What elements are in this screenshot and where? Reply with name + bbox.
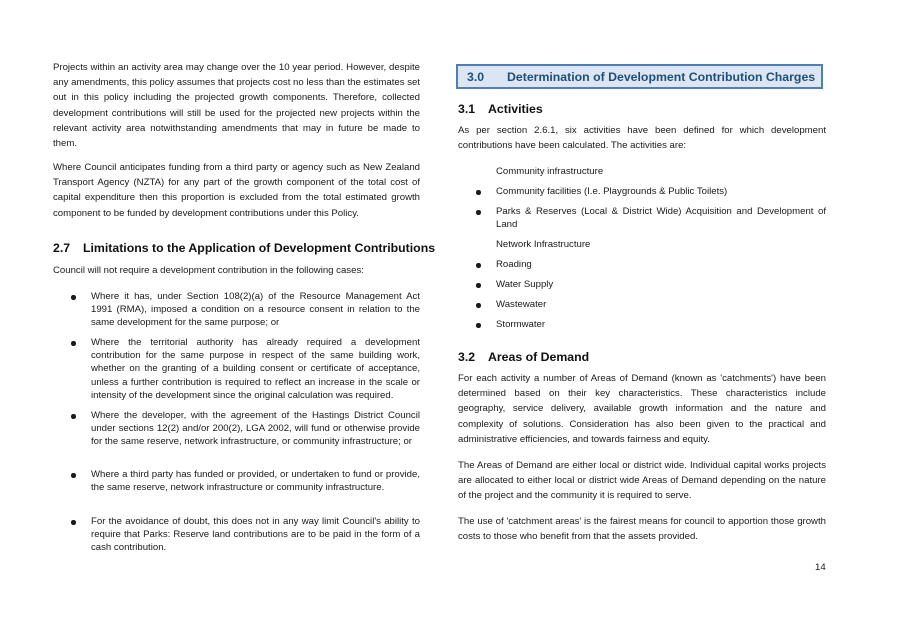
list-item-text: Water Supply bbox=[496, 279, 554, 290]
paragraph-third-party: Where Council anticipates funding from a third party or agency such as New Zealand Transport Agency (NZTA) for any part of the growth component of the total cost of capital expenditure then this proportion is excluded from the total estimated growth component to be funded by development contributions under this Policy. bbox=[53, 162, 420, 219]
bullet-icon bbox=[71, 295, 76, 300]
bullet-icon bbox=[71, 473, 76, 478]
bullet-icon bbox=[476, 190, 481, 195]
paragraph-activities: As per section 2.6.1, six activities have been defined for which development contributions have been calculated. The activities are: bbox=[458, 125, 826, 152]
list-item-text: Wastewater bbox=[496, 299, 547, 310]
list-item bbox=[53, 515, 420, 555]
section-3-0-title-box bbox=[456, 64, 823, 89]
box-title: Determination of Development Contribution Charges bbox=[507, 70, 816, 84]
section-title: Areas of Demand bbox=[488, 350, 590, 364]
community-infrastructure-heading: Community infrastructure bbox=[496, 166, 604, 177]
list-item-text: Where the territorial authority has already required a development contribution for the same purpose in respect of the same building work, whether on the granting of a building consent or certificate of acceptance, unless a further contribution is required to reflect an increase in the scale or intensity of the development since the original calculation was required. bbox=[91, 337, 420, 401]
list-item bbox=[53, 290, 420, 330]
list-item bbox=[53, 468, 420, 494]
section-number: 3.1 bbox=[458, 102, 476, 116]
list-item bbox=[458, 318, 826, 331]
list-item bbox=[458, 205, 826, 231]
paragraph-local-district: The Areas of Demand are either local or district wide. Individual capital works projects are allocated to either local or district wide Areas of Demand depending on the nature of the project and the community it is required to serve. bbox=[458, 460, 826, 502]
network-infrastructure-heading: Network Infrastructure bbox=[496, 239, 591, 250]
bullet-icon bbox=[476, 210, 481, 215]
list-item bbox=[458, 258, 826, 271]
list-item-text: Roading bbox=[496, 259, 532, 270]
section-number: 2.7 bbox=[53, 241, 71, 255]
paragraph-projects: Projects within an activity area may change over the 10 year period. However, despite any amendments, this policy assumes that projects cost no less than the estimates set out in this policy including the projected growth components. Therefore, collected development contributions will still be used for the projected new projects within the relevant activity area notwithstanding amendments that may in future be made to them. bbox=[53, 62, 420, 150]
section-2-7-heading bbox=[53, 241, 435, 255]
paragraph-intro: Council will not require a development contribution in the following cases: bbox=[53, 265, 364, 276]
section-number: 3.2 bbox=[458, 350, 476, 364]
list-item-text: Where the developer, with the agreement of the Hastings District Council under sections 12(2) and/or 200(2), LGA 2002, will fund or otherwise provide for the same reserve, network infrastructure, or community infrastructure; or bbox=[91, 410, 420, 448]
list-item bbox=[458, 278, 826, 291]
section-3-2-heading bbox=[458, 350, 589, 364]
list-item bbox=[53, 336, 420, 402]
list-item-text: For the avoidance of doubt, this does not in any way limit Council's ability to require that Parks: Reserve land contributions are to be paid in the form of a cash contribution. bbox=[91, 516, 420, 554]
paragraph-areas-of-demand: For each activity a number of Areas of Demand (known as 'catchments') have been determined based on their key characteristics. These characteristics include geography, service delivery, available growth information and the nature and complexity of solutions. Consideration has also been given to the practical and administrative efficiencies, and towards fairness and equity. bbox=[458, 373, 826, 445]
section-3-1-heading bbox=[458, 102, 543, 116]
bullet-icon bbox=[476, 263, 481, 268]
list-item-text: Stormwater bbox=[496, 319, 546, 330]
list-item-text: Where it has, under Section 108(2)(a) of the Resource Management Act 1991 (RMA), imposed a condition on a resource consent in relation to the same development for the same purpose; or bbox=[91, 291, 420, 329]
section-title: Limitations to the Application of Development Contributions bbox=[83, 241, 436, 255]
list-item bbox=[458, 298, 826, 311]
page-number: 14 bbox=[815, 562, 826, 573]
bullet-icon bbox=[71, 520, 76, 525]
paragraph-catchment-areas: The use of 'catchment areas' is the fairest means for council to apportion those growth costs to those who benefit from that the assets provided. bbox=[458, 516, 826, 543]
section-title: Activities bbox=[488, 102, 543, 116]
box-number: 3.0 bbox=[467, 70, 485, 84]
bullet-icon bbox=[71, 414, 76, 419]
list-item-text: Parks & Reserves (Local & District Wide) Acquisition and Development of Land bbox=[496, 206, 826, 231]
list-item bbox=[53, 409, 420, 449]
bullet-icon bbox=[476, 323, 481, 328]
list-item-text: Where a third party has funded or provided, or undertaken to fund or provide, the same reserve, network infrastructure or community infrastructure. bbox=[91, 469, 420, 494]
bullet-icon bbox=[71, 341, 76, 346]
list-item-text: Community facilities (I.e. Playgrounds & Public Toilets) bbox=[496, 186, 728, 197]
bullet-icon bbox=[476, 303, 481, 308]
list-item bbox=[458, 185, 826, 198]
bullet-icon bbox=[476, 283, 481, 288]
